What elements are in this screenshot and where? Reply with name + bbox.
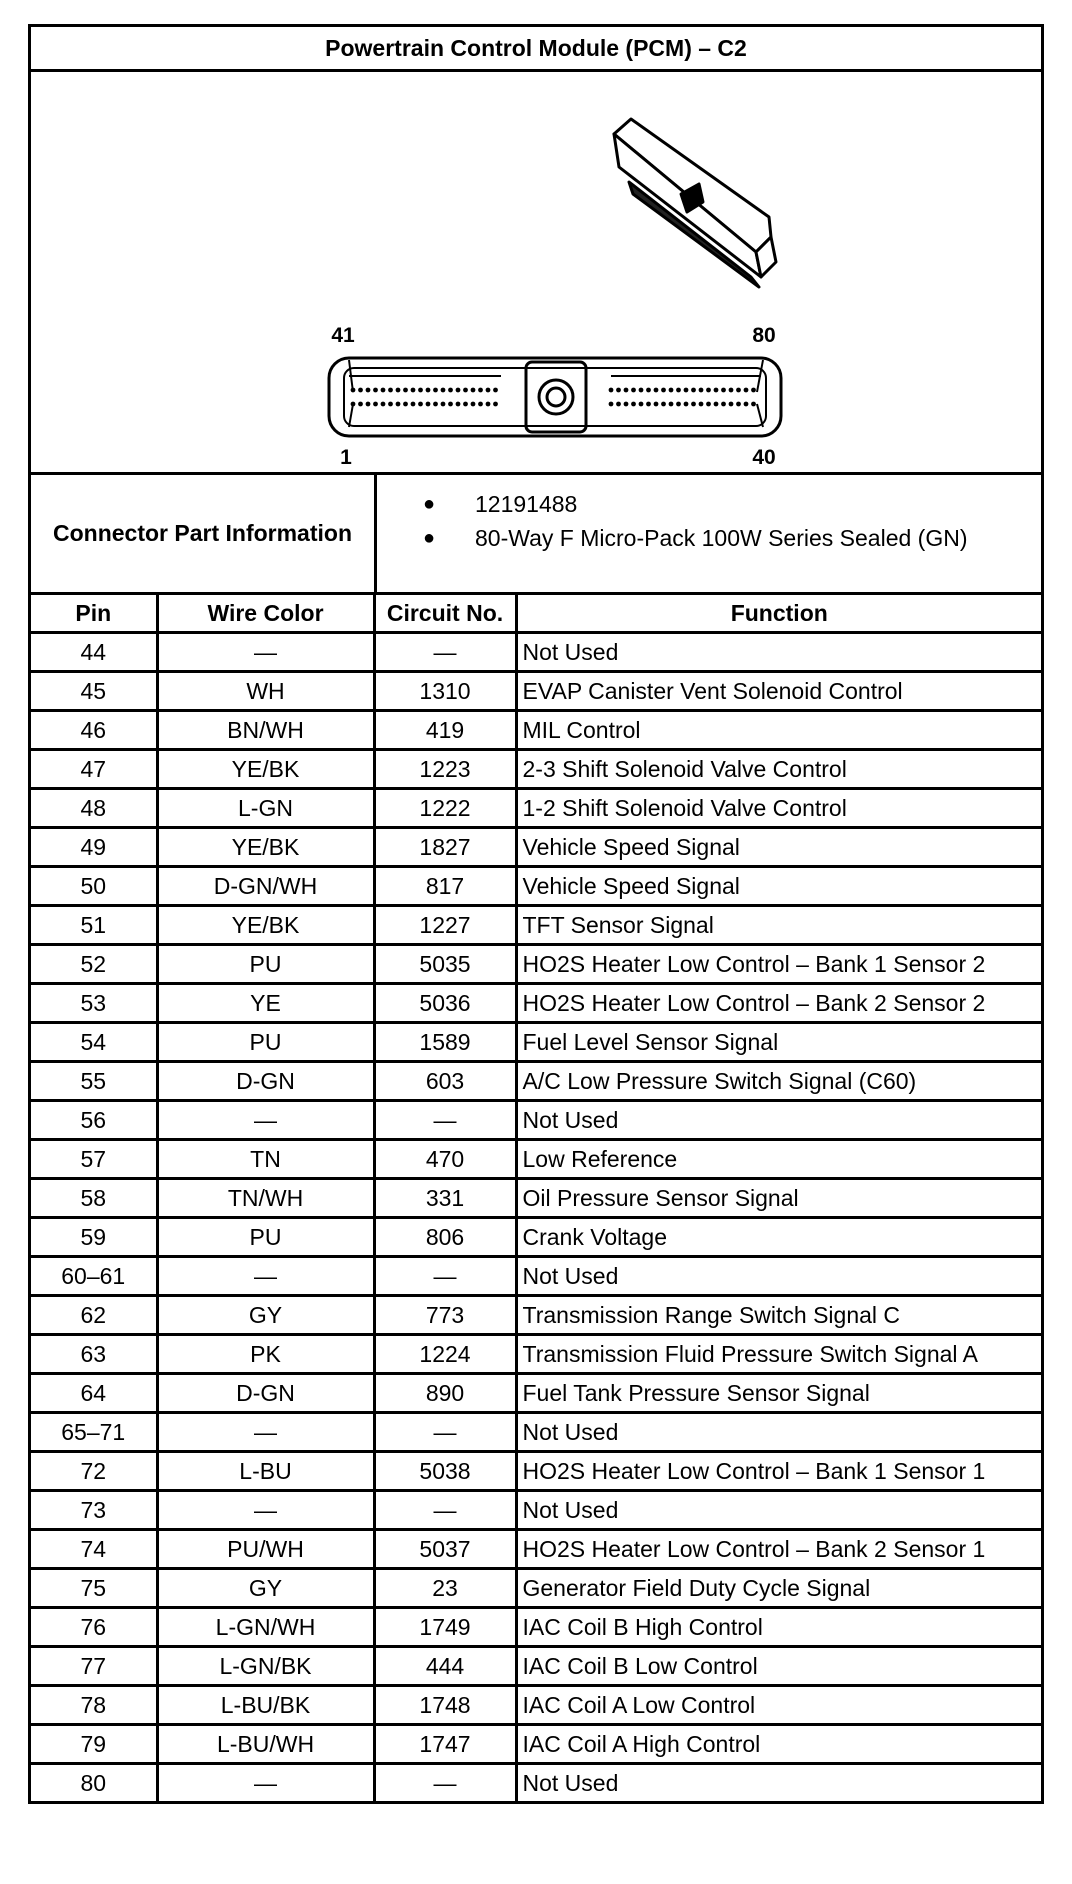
pin-hole (631, 402, 636, 407)
pin-hole (418, 402, 423, 407)
pin-hole (624, 388, 629, 393)
connector-isometric-drawing (614, 119, 776, 287)
cell-pin: 79 (31, 1725, 157, 1764)
table-row (31, 1413, 1041, 1452)
cell-wire-color: L-BU/WH (157, 1725, 374, 1764)
cell-pin: 53 (31, 984, 157, 1023)
cell-wire-color: PU/WH (157, 1530, 374, 1569)
cell-pin: 44 (31, 633, 157, 672)
pin-hole (366, 402, 371, 407)
cell-circuit-no: — (374, 1413, 516, 1452)
table-row (31, 633, 1041, 672)
cell-pin: 62 (31, 1296, 157, 1335)
cell-pin: 60–61 (31, 1257, 157, 1296)
table-header-row (31, 595, 1041, 633)
pin-label-41: 41 (331, 324, 355, 347)
part-number: 12191488 (475, 490, 578, 517)
cell-pin: 75 (31, 1569, 157, 1608)
cell-pin: 46 (31, 711, 157, 750)
cell-wire-color: TN (157, 1140, 374, 1179)
pin-hole (661, 402, 666, 407)
pin-hole (669, 388, 674, 393)
cell-circuit-no: — (374, 1764, 516, 1802)
pin-label-80: 80 (752, 324, 776, 347)
pin-hole (358, 388, 363, 393)
pin-hole (373, 402, 378, 407)
pin-hole (426, 388, 431, 393)
pin-hole (751, 402, 756, 407)
cell-wire-color: L-BU/BK (157, 1686, 374, 1725)
table-row (31, 1179, 1041, 1218)
cell-function: HO2S Heater Low Control – Bank 1 Sensor 2 (516, 945, 1041, 984)
pin-hole (358, 402, 363, 407)
cell-function: HO2S Heater Low Control – Bank 2 Sensor 1 (516, 1530, 1041, 1569)
pin-hole (411, 402, 416, 407)
cell-function: Crank Voltage (516, 1218, 1041, 1257)
cell-circuit-no: 5038 (374, 1452, 516, 1491)
cell-function: Not Used (516, 1413, 1041, 1452)
pin-hole (381, 388, 386, 393)
connector-info-item (423, 487, 1041, 521)
pin-hole (433, 388, 438, 393)
cell-pin: 56 (31, 1101, 157, 1140)
cell-pin: 52 (31, 945, 157, 984)
bullet-icon: ● (423, 492, 436, 515)
pin-hole (729, 388, 734, 393)
pin-hole (684, 388, 689, 393)
cell-circuit-no: 1749 (374, 1608, 516, 1647)
pin-hole (403, 388, 408, 393)
cell-wire-color: L-GN (157, 789, 374, 828)
pin-hole (729, 402, 734, 407)
pcm-connector-sheet (28, 24, 1044, 1804)
pin-hole (373, 388, 378, 393)
cell-wire-color: — (157, 633, 374, 672)
pin-hole (471, 402, 476, 407)
connector-illustration (31, 72, 1041, 472)
table-row (31, 1023, 1041, 1062)
pin-hole (609, 388, 614, 393)
cell-circuit-no: 470 (374, 1140, 516, 1179)
connector-info-list (377, 475, 1041, 592)
table-row (31, 1257, 1041, 1296)
cell-wire-color: — (157, 1491, 374, 1530)
cell-circuit-no: — (374, 1491, 516, 1530)
pin-hole (654, 388, 659, 393)
cell-function: Not Used (516, 1491, 1041, 1530)
cell-function: Not Used (516, 1764, 1041, 1802)
table-row (31, 1101, 1041, 1140)
pin-hole (493, 402, 498, 407)
cell-pin: 59 (31, 1218, 157, 1257)
cell-pin: 63 (31, 1335, 157, 1374)
cell-circuit-no: 1222 (374, 789, 516, 828)
cell-wire-color: WH (157, 672, 374, 711)
pin-hole (736, 388, 741, 393)
cell-function: Not Used (516, 1101, 1041, 1140)
connector-info-item (423, 521, 1041, 555)
pin-hole (609, 402, 614, 407)
pin-hole (699, 402, 704, 407)
pin-hole (493, 388, 498, 393)
pin-hole (616, 402, 621, 407)
cell-wire-color: BN/WH (157, 711, 374, 750)
cell-function: Low Reference (516, 1140, 1041, 1179)
cell-pin: 76 (31, 1608, 157, 1647)
cell-pin: 45 (31, 672, 157, 711)
cell-wire-color: TN/WH (157, 1179, 374, 1218)
cell-function: 2-3 Shift Solenoid Valve Control (516, 750, 1041, 789)
cell-function: Vehicle Speed Signal (516, 867, 1041, 906)
pin-hole (456, 388, 461, 393)
pin-hole (616, 388, 621, 393)
cell-pin: 57 (31, 1140, 157, 1179)
cell-function: Oil Pressure Sensor Signal (516, 1179, 1041, 1218)
cell-wire-color: YE/BK (157, 906, 374, 945)
pin-label-1: 1 (340, 446, 352, 469)
pin-hole (706, 388, 711, 393)
column-header-wire-color: Wire Color (157, 595, 374, 633)
pin-hole (751, 388, 756, 393)
table-row (31, 1569, 1041, 1608)
pin-hole (486, 388, 491, 393)
cell-pin: 47 (31, 750, 157, 789)
cell-function: Transmission Range Switch Signal C (516, 1296, 1041, 1335)
pinout-table (31, 595, 1041, 1801)
pin-hole (639, 388, 644, 393)
cell-circuit-no: 1827 (374, 828, 516, 867)
cell-pin: 55 (31, 1062, 157, 1101)
column-header-function: Function (516, 595, 1041, 633)
cell-function: TFT Sensor Signal (516, 906, 1041, 945)
pin-hole (736, 402, 741, 407)
pin-hole (744, 388, 749, 393)
pin-hole (366, 388, 371, 393)
table-row (31, 1062, 1041, 1101)
cell-circuit-no: 603 (374, 1062, 516, 1101)
cell-pin: 49 (31, 828, 157, 867)
pin-hole (448, 388, 453, 393)
cell-function: A/C Low Pressure Switch Signal (C60) (516, 1062, 1041, 1101)
cell-circuit-no: 419 (374, 711, 516, 750)
pin-hole (456, 402, 461, 407)
cell-function: IAC Coil A High Control (516, 1725, 1041, 1764)
cell-pin: 50 (31, 867, 157, 906)
pin-hole (631, 388, 636, 393)
table-row (31, 750, 1041, 789)
connector-pin-dots (351, 388, 756, 407)
pin-hole (721, 388, 726, 393)
cell-function: Fuel Tank Pressure Sensor Signal (516, 1374, 1041, 1413)
cell-function: Not Used (516, 633, 1041, 672)
cell-circuit-no: 5035 (374, 945, 516, 984)
cell-wire-color: GY (157, 1569, 374, 1608)
pin-leader-lines (349, 360, 763, 427)
pin-hole (441, 402, 446, 407)
cell-circuit-no: 331 (374, 1179, 516, 1218)
cell-circuit-no: 1748 (374, 1686, 516, 1725)
table-row (31, 867, 1041, 906)
cell-wire-color: D-GN (157, 1062, 374, 1101)
pin-label-40: 40 (752, 446, 776, 469)
cell-function: Transmission Fluid Pressure Switch Signal A (516, 1335, 1041, 1374)
pin-hole (676, 402, 681, 407)
pin-hole (654, 402, 659, 407)
cell-circuit-no: 1227 (374, 906, 516, 945)
pin-hole (448, 402, 453, 407)
table-row (31, 1530, 1041, 1569)
pin-hole (388, 402, 393, 407)
cell-pin: 80 (31, 1764, 157, 1802)
cell-pin: 64 (31, 1374, 157, 1413)
column-header-pin: Pin (31, 595, 157, 633)
table-row (31, 1608, 1041, 1647)
pin-hole (676, 388, 681, 393)
cell-wire-color: — (157, 1257, 374, 1296)
bullet-icon: ● (423, 526, 436, 549)
cell-function: Not Used (516, 1257, 1041, 1296)
cell-wire-color: L-BU (157, 1452, 374, 1491)
pin-hole (388, 388, 393, 393)
cell-circuit-no: — (374, 1101, 516, 1140)
cell-wire-color: PU (157, 1023, 374, 1062)
pin-hole (684, 402, 689, 407)
cell-pin: 58 (31, 1179, 157, 1218)
pin-hole (396, 402, 401, 407)
cell-wire-color: D-GN/WH (157, 867, 374, 906)
table-row (31, 1452, 1041, 1491)
pin-hole (706, 402, 711, 407)
pin-hole (411, 388, 416, 393)
pin-hole (691, 388, 696, 393)
pin-hole (721, 402, 726, 407)
cell-function: Fuel Level Sensor Signal (516, 1023, 1041, 1062)
table-row (31, 945, 1041, 984)
pin-hole (646, 402, 651, 407)
cell-pin: 72 (31, 1452, 157, 1491)
pin-hole (478, 388, 483, 393)
cell-circuit-no: 444 (374, 1647, 516, 1686)
cell-wire-color: YE/BK (157, 750, 374, 789)
cell-circuit-no: 23 (374, 1569, 516, 1608)
cell-circuit-no: 806 (374, 1218, 516, 1257)
pin-hole (486, 402, 491, 407)
pin-hole (714, 388, 719, 393)
table-row (31, 1686, 1041, 1725)
cell-wire-color: PK (157, 1335, 374, 1374)
cell-wire-color: PU (157, 1218, 374, 1257)
cell-wire-color: GY (157, 1296, 374, 1335)
cell-circuit-no: 5037 (374, 1530, 516, 1569)
table-row (31, 1764, 1041, 1802)
cell-function: IAC Coil B High Control (516, 1608, 1041, 1647)
cell-wire-color: YE/BK (157, 828, 374, 867)
table-row (31, 789, 1041, 828)
cell-circuit-no: — (374, 633, 516, 672)
page-title: Powertrain Control Module (PCM) – C2 (31, 27, 1041, 72)
pin-hole (396, 388, 401, 393)
connector-part-information (31, 475, 1041, 595)
pin-hole (418, 388, 423, 393)
cell-function: IAC Coil A Low Control (516, 1686, 1041, 1725)
pin-hole (463, 402, 468, 407)
table-row (31, 906, 1041, 945)
cell-function: Vehicle Speed Signal (516, 828, 1041, 867)
cell-wire-color: — (157, 1413, 374, 1452)
cell-circuit-no: 1589 (374, 1023, 516, 1062)
pin-hole (744, 402, 749, 407)
pin-hole (646, 388, 651, 393)
cell-circuit-no: 773 (374, 1296, 516, 1335)
cell-pin: 48 (31, 789, 157, 828)
pin-hole (661, 388, 666, 393)
table-row (31, 1374, 1041, 1413)
cell-circuit-no: — (374, 1257, 516, 1296)
table-row (31, 1647, 1041, 1686)
cell-function: HO2S Heater Low Control – Bank 2 Sensor 2 (516, 984, 1041, 1023)
table-row (31, 1296, 1041, 1335)
cell-wire-color: L-GN/WH (157, 1608, 374, 1647)
cell-circuit-no: 1224 (374, 1335, 516, 1374)
pin-hole (699, 388, 704, 393)
pin-hole (691, 402, 696, 407)
pin-hole (403, 402, 408, 407)
cell-circuit-no: 5036 (374, 984, 516, 1023)
connector-diagram (31, 72, 1041, 475)
pin-hole (624, 402, 629, 407)
pin-hole (463, 388, 468, 393)
connector-description: 80-Way F Micro-Pack 100W Series Sealed (GN) (475, 524, 968, 551)
pin-hole (714, 402, 719, 407)
pin-hole (381, 402, 386, 407)
cell-wire-color: PU (157, 945, 374, 984)
cell-circuit-no: 890 (374, 1374, 516, 1413)
cell-pin: 74 (31, 1530, 157, 1569)
table-row (31, 711, 1041, 750)
cell-function: EVAP Canister Vent Solenoid Control (516, 672, 1041, 711)
cell-pin: 65–71 (31, 1413, 157, 1452)
cell-wire-color: — (157, 1764, 374, 1802)
cell-circuit-no: 1747 (374, 1725, 516, 1764)
table-row (31, 1140, 1041, 1179)
table-row (31, 1218, 1041, 1257)
cell-wire-color: — (157, 1101, 374, 1140)
pin-hole (441, 388, 446, 393)
pin-hole (433, 402, 438, 407)
pin-hole (471, 388, 476, 393)
table-row (31, 672, 1041, 711)
cell-pin: 78 (31, 1686, 157, 1725)
cell-function: HO2S Heater Low Control – Bank 1 Sensor 1 (516, 1452, 1041, 1491)
cell-function: IAC Coil B Low Control (516, 1647, 1041, 1686)
connector-face (329, 358, 781, 436)
pin-hole (478, 402, 483, 407)
cell-pin: 73 (31, 1491, 157, 1530)
pin-hole (426, 402, 431, 407)
cell-circuit-no: 1223 (374, 750, 516, 789)
table-row (31, 1725, 1041, 1764)
cell-circuit-no: 1310 (374, 672, 516, 711)
cell-function: 1-2 Shift Solenoid Valve Control (516, 789, 1041, 828)
pin-hole (639, 402, 644, 407)
cell-pin: 51 (31, 906, 157, 945)
column-header-circuit-no: Circuit No. (374, 595, 516, 633)
connector-info-label: Connector Part Information (31, 475, 377, 592)
table-row (31, 1335, 1041, 1374)
cell-wire-color: YE (157, 984, 374, 1023)
cell-wire-color: D-GN (157, 1374, 374, 1413)
cell-function: MIL Control (516, 711, 1041, 750)
cell-wire-color: L-GN/BK (157, 1647, 374, 1686)
table-row (31, 828, 1041, 867)
cell-pin: 77 (31, 1647, 157, 1686)
table-row (31, 984, 1041, 1023)
table-row (31, 1491, 1041, 1530)
cell-pin: 54 (31, 1023, 157, 1062)
cell-function: Generator Field Duty Cycle Signal (516, 1569, 1041, 1608)
pin-hole (669, 402, 674, 407)
cell-circuit-no: 817 (374, 867, 516, 906)
